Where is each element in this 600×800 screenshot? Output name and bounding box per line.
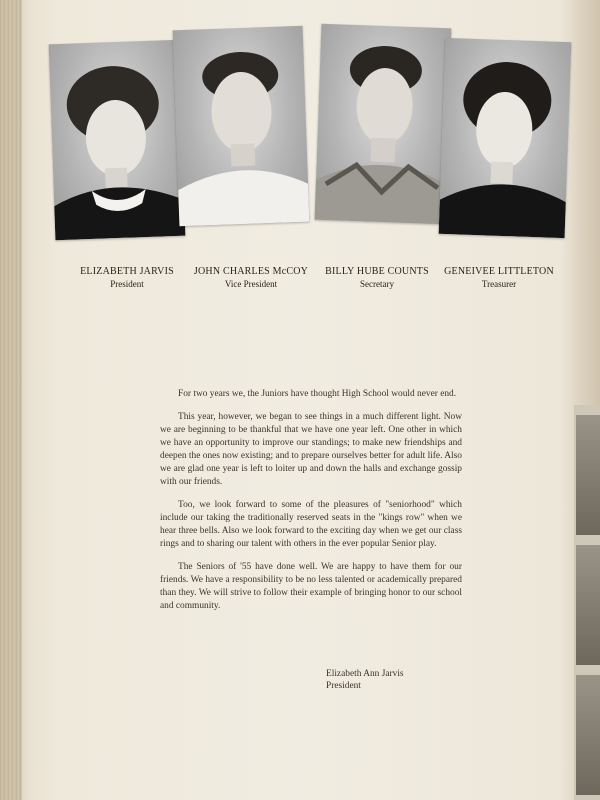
officer-role: Vice President [224, 279, 278, 289]
officer-name: BILLY HUBE COUNTS [325, 266, 429, 277]
adjacent-photo [576, 545, 600, 665]
officer-name: JOHN CHARLES McCOY [193, 266, 309, 277]
signature-name: Elizabeth Ann Jarvis [326, 669, 404, 679]
officer-name: GENEIVEE LITTLETON [444, 266, 554, 277]
letter-paragraph: For two years we, the Juniors have thought High School would never end. [178, 389, 457, 399]
class-letter [160, 388, 462, 623]
officer-name: ELIZABETH JARVIS [80, 266, 174, 277]
letter-paragraph: This year, however, we began to see things in a much different light. Now we are beginning to be thankful that we have one year left. One other in which we have an opportunity to improve our standings; to make new friendships and deepen the ones now existing; and to prepare ourselves better for adult life. Also we are glad one year is left to loiter up and down the halls and exchange gossip with our friends. [160, 412, 462, 487]
officer-photo-president [49, 40, 186, 240]
letter-paragraph: Too, we look forward to some of the pleasures of "seniorhood" which include our taking the traditionally reserved seats in the "kings row" when we hear three bells. Also we look forward to the exciting day when we get our class rings and to sharing our talent with others in the ever popular Senior play. [160, 500, 462, 549]
signature-title: President [326, 681, 361, 691]
officer-photo-treasurer [439, 38, 572, 238]
letter-paragraph: The Seniors of '55 have done well. We are happy to have them for our friends. We have a responsibility to be no less talented or academically prepared than they. We will strive to follow their example of bringing honor to our school and community. [160, 562, 462, 611]
officer-caption-4 [424, 266, 574, 289]
letter-signature [326, 668, 404, 692]
page-binding [0, 0, 22, 800]
officer-photo-vice-president [173, 26, 310, 226]
adjacent-photo [576, 675, 600, 795]
officer-role: Secretary [360, 279, 394, 289]
officer-photo-secretary [315, 24, 452, 224]
adjacent-photo [576, 415, 600, 535]
officer-role: Treasurer [481, 279, 517, 289]
officer-role: President [110, 279, 144, 289]
